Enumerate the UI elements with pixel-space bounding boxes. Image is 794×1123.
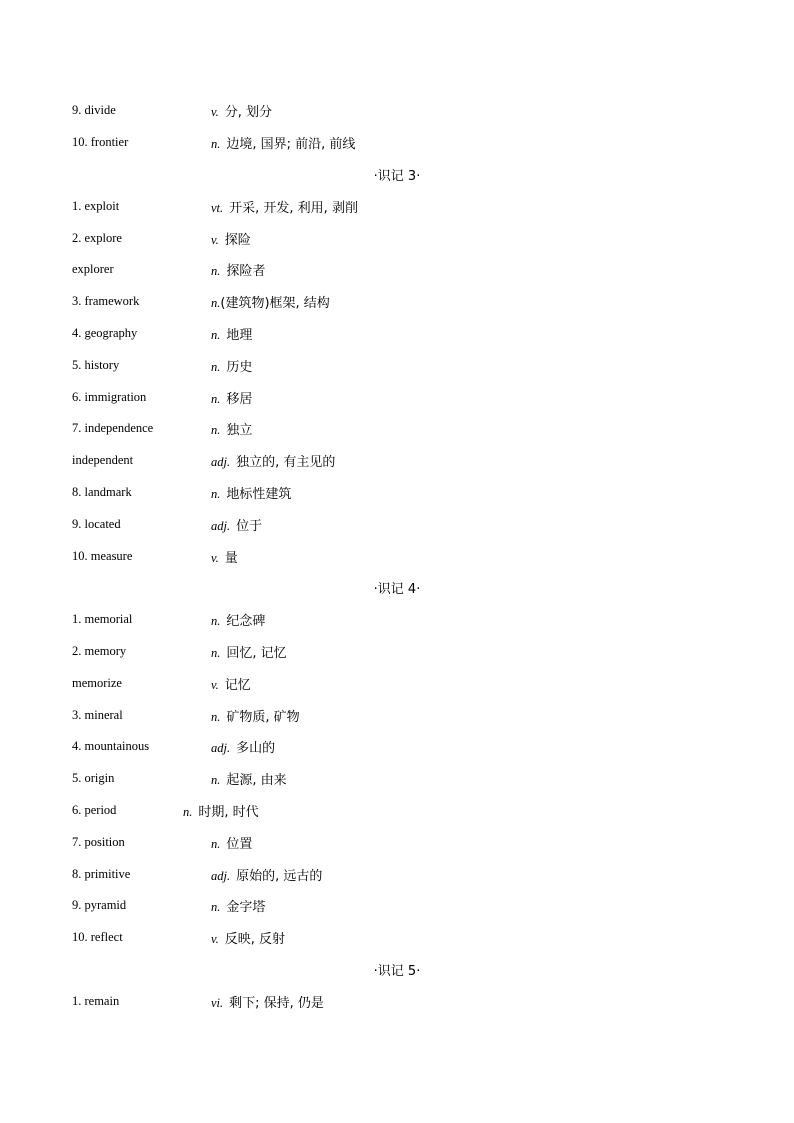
vocab-definition — [183, 801, 259, 820]
part-of-speech: n. — [183, 804, 193, 819]
vocab-term: independent — [72, 453, 134, 468]
vocab-definition — [211, 642, 287, 661]
part-of-speech: n. — [211, 423, 221, 438]
vocab-meaning: 反映, 反射 — [224, 932, 286, 948]
vocab-definition — [211, 197, 358, 216]
part-of-speech: adj. — [211, 455, 231, 470]
vocab-definition — [211, 451, 335, 470]
vocab-entry — [0, 286, 794, 318]
vocab-term: 1. memorial — [72, 612, 133, 627]
vocab-entry — [0, 858, 794, 890]
part-of-speech: v. — [211, 932, 219, 947]
vocab-term: 8. primitive — [72, 866, 131, 881]
part-of-speech: n. — [211, 900, 221, 915]
vocab-definition — [211, 610, 265, 629]
vocab-definition — [211, 133, 355, 152]
vocab-meaning: 分, 划分 — [224, 105, 273, 121]
vocab-meaning: 地标性建筑 — [226, 486, 292, 502]
part-of-speech: n. — [211, 296, 221, 311]
vocab-term: 2. explore — [72, 230, 122, 245]
vocab-term: 10. reflect — [72, 930, 123, 945]
part-of-speech: n. — [211, 264, 221, 279]
vocab-definition — [211, 737, 275, 756]
vocab-definition — [211, 674, 251, 693]
vocab-definition — [211, 483, 291, 502]
vocab-definition — [211, 324, 252, 343]
vocab-term: 1. remain — [72, 993, 120, 1008]
vocab-definition — [211, 419, 252, 438]
vocab-term: 4. geography — [72, 325, 138, 340]
vocab-entry — [0, 413, 794, 445]
vocab-meaning: 原始的, 远古的 — [236, 868, 323, 884]
vocab-term: 9. pyramid — [72, 898, 127, 913]
part-of-speech: v. — [211, 105, 219, 120]
vocab-definition — [211, 896, 265, 915]
vocab-definition — [211, 928, 285, 947]
vocab-term: 6. immigration — [72, 389, 147, 404]
vocab-term: 7. independence — [72, 421, 154, 436]
vocab-definition — [211, 833, 252, 852]
vocab-meaning: 多山的 — [236, 741, 276, 757]
part-of-speech: vt. — [211, 200, 224, 215]
section-heading: ·识记 3· — [373, 168, 421, 184]
vocab-meaning: 独立 — [226, 423, 253, 439]
vocab-entry — [0, 222, 794, 254]
vocab-entry — [0, 699, 794, 731]
part-of-speech: n. — [211, 614, 221, 629]
vocab-definition — [211, 356, 252, 375]
vocab-term: 5. history — [72, 357, 120, 372]
part-of-speech: n. — [211, 773, 221, 788]
vocab-entry — [0, 731, 794, 763]
vocab-meaning: 探险 — [224, 232, 251, 248]
vocab-meaning: 量 — [224, 550, 238, 566]
section-heading: ·识记 4· — [373, 582, 421, 598]
vocab-entry — [0, 636, 794, 668]
part-of-speech: adj. — [211, 741, 231, 756]
vocab-term: 1. exploit — [72, 198, 120, 213]
vocab-definition — [211, 260, 265, 279]
vocab-meaning: 金字塔 — [226, 900, 266, 916]
vocab-definition — [211, 101, 272, 120]
vocab-term: 3. mineral — [72, 707, 123, 722]
vocab-entry — [0, 667, 794, 699]
vocab-meaning: 边境, 国界; 前沿, 前线 — [226, 137, 356, 153]
vocab-term: 7. position — [72, 834, 125, 849]
vocab-term: 6. period — [72, 802, 117, 817]
part-of-speech: n. — [211, 836, 221, 851]
part-of-speech: v. — [211, 550, 219, 565]
vocab-term: memorize — [72, 675, 122, 690]
vocab-definition — [211, 992, 324, 1011]
vocab-entry — [0, 826, 794, 858]
vocab-entry — [0, 508, 794, 540]
vocab-meaning: 记忆 — [224, 677, 251, 693]
vocab-entry — [0, 95, 794, 127]
part-of-speech: n. — [211, 327, 221, 342]
part-of-speech: n. — [211, 137, 221, 152]
vocab-term: 3. framework — [72, 294, 140, 309]
vocab-definition — [211, 547, 238, 566]
vocab-meaning: 开采, 开发, 利用, 剥削 — [229, 200, 358, 216]
vocab-term: 8. landmark — [72, 484, 132, 499]
part-of-speech: n. — [211, 645, 221, 660]
vocab-definition — [211, 515, 262, 534]
vocab-entry — [0, 985, 794, 1017]
part-of-speech: v. — [211, 232, 219, 247]
vocab-entry — [0, 795, 794, 827]
vocab-entry — [0, 190, 794, 222]
vocab-meaning: 起源, 由来 — [226, 773, 287, 789]
part-of-speech: n. — [211, 486, 221, 501]
vocab-entry — [0, 604, 794, 636]
vocab-entry — [0, 318, 794, 350]
vocab-term: 9. divide — [72, 103, 116, 118]
part-of-speech: n. — [211, 359, 221, 374]
part-of-speech: n. — [211, 391, 221, 406]
vocab-definition — [211, 706, 300, 725]
vocabulary-page — [0, 95, 794, 1017]
vocab-entry — [0, 540, 794, 572]
vocab-entry — [0, 127, 794, 159]
vocab-entry — [0, 922, 794, 954]
vocab-meaning: 时期, 时代 — [198, 804, 259, 820]
section-heading: ·识记 5· — [373, 963, 421, 979]
vocab-meaning: 移居 — [226, 391, 253, 407]
part-of-speech: adj. — [211, 518, 231, 533]
vocab-entry — [0, 763, 794, 795]
part-of-speech: n. — [211, 709, 221, 724]
vocab-term: 9. located — [72, 516, 121, 531]
vocab-term: 2. memory — [72, 643, 127, 658]
vocab-meaning: 回忆, 记忆 — [226, 645, 287, 661]
part-of-speech: vi. — [211, 995, 224, 1010]
vocab-meaning: 位于 — [236, 518, 263, 534]
part-of-speech: v. — [211, 677, 219, 692]
part-of-speech: adj. — [211, 868, 231, 883]
vocab-meaning: 纪念碑 — [226, 614, 266, 630]
vocab-term: 4. mountainous — [72, 739, 150, 754]
vocab-definition — [211, 769, 287, 788]
vocab-meaning: 历史 — [226, 359, 253, 375]
vocab-meaning: 位置 — [226, 836, 253, 852]
vocab-term: 10. frontier — [72, 135, 129, 150]
vocab-meaning: 地理 — [226, 327, 253, 343]
vocab-term: explorer — [72, 262, 114, 277]
vocab-entry — [0, 445, 794, 477]
vocab-definition — [211, 229, 251, 248]
vocab-definition — [211, 292, 330, 311]
vocab-entry — [0, 477, 794, 509]
vocab-entry — [0, 349, 794, 381]
vocab-definition — [211, 388, 252, 407]
vocab-meaning: (建筑物)框架, 结构 — [220, 296, 330, 312]
vocab-term: 5. origin — [72, 771, 115, 786]
vocab-meaning: 独立的, 有主见的 — [236, 455, 336, 471]
vocab-entry — [0, 890, 794, 922]
vocab-meaning: 矿物质, 矿物 — [226, 709, 300, 725]
vocab-term: 10. measure — [72, 548, 133, 563]
vocab-meaning: 探险者 — [226, 264, 266, 280]
vocab-definition — [211, 865, 322, 884]
vocab-meaning: 剩下; 保持, 仍是 — [229, 995, 324, 1011]
vocab-entry — [0, 254, 794, 286]
vocab-entry — [0, 381, 794, 413]
